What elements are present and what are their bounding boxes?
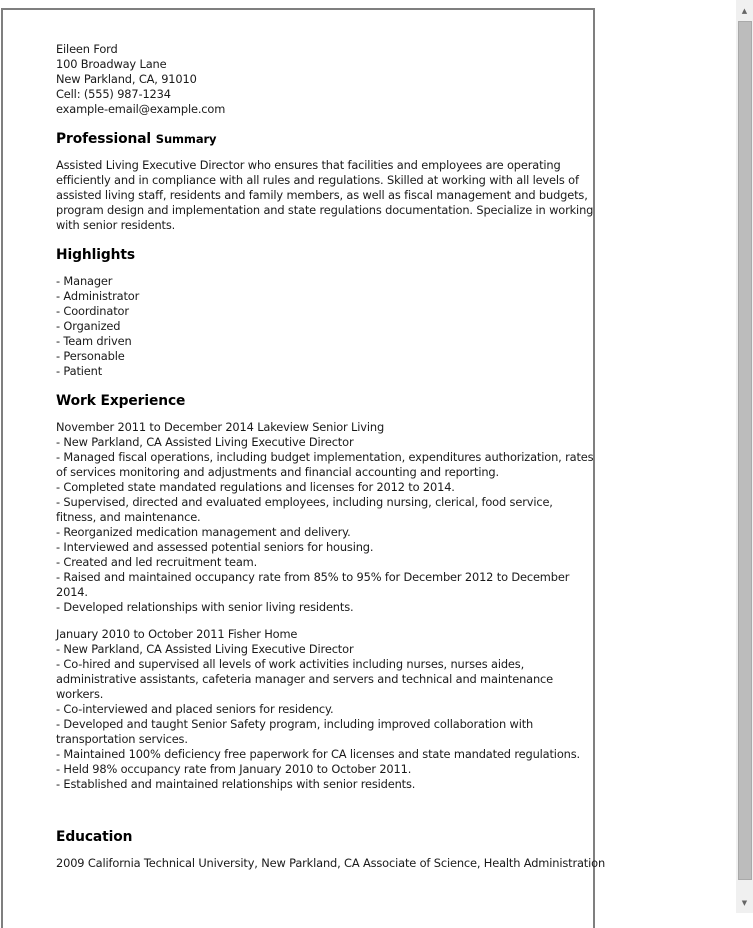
- summary-heading-main: Professional: [56, 131, 152, 147]
- job-line: - Raised and maintained occupancy rate from 85% to 95% for December 2012 to December 2014.: [56, 570, 570, 599]
- summary-heading: [56, 130, 596, 148]
- job-header: November 2011 to December 2014 Lakeview Senior Living: [56, 420, 385, 434]
- job-line: - Supervised, directed and evaluated employees, including nursing, clerical, food service, fitness, and maintenance.: [56, 495, 553, 524]
- vertical-scrollbar[interactable]: [736, 0, 753, 913]
- experience-body: [56, 420, 596, 792]
- scrollbar-thumb[interactable]: [738, 21, 752, 880]
- summary-section: [56, 130, 596, 233]
- job-line: - Developed relationships with senior living residents.: [56, 600, 354, 614]
- job-line: - Managed fiscal operations, including budget implementation, expenditures authorization, rates of services monitoring and adjustments and financial accounting and reporting.: [56, 450, 594, 479]
- summary-text: Assisted Living Executive Director who ensures that facilities and employees are operating efficiently and in compliance with all rules and regulations. Skilled at working with all levels of assisted living staff, residents and family members, as well as fiscal management and budgets, program design and implementation and state regulations documentation. Specialize in working with senior residents.: [56, 158, 594, 232]
- job-entry: [56, 420, 596, 615]
- experience-section: [56, 392, 596, 792]
- contact-address: 100 Broadway Lane: [56, 57, 167, 71]
- scroll-down-arrow-icon[interactable]: ▼: [741, 898, 748, 907]
- job-line: - Completed state mandated regulations and licenses for 2012 to 2014.: [56, 480, 455, 494]
- resume-content: [56, 42, 606, 871]
- highlight-item: - Administrator: [56, 289, 140, 303]
- highlight-item: - Organized: [56, 319, 121, 333]
- education-section: [56, 828, 606, 871]
- job-line: - Co-hired and supervised all levels of work activities including nurses, nurses aides, administrative assistants, cafeteria manager and servers and technical and maintenance workers.: [56, 657, 554, 701]
- job-entry: [56, 627, 596, 792]
- experience-heading: Work Experience: [56, 393, 186, 409]
- summary-heading-small: Summary: [155, 132, 217, 146]
- job-line: - Reorganized medication management and delivery.: [56, 525, 351, 539]
- job-line: - Established and maintained relationships with senior residents.: [56, 777, 416, 791]
- job-line: - Interviewed and assessed potential seniors for housing.: [56, 540, 374, 554]
- highlight-item: - Personable: [56, 349, 125, 363]
- contact-phone: Cell: (555) 987-1234: [56, 87, 171, 101]
- education-text: 2009 California Technical University, New Parkland, CA Associate of Science, Health Administration: [56, 856, 606, 870]
- job-line: - Held 98% occupancy rate from January 2010 to October 2011.: [56, 762, 412, 776]
- highlight-item: - Team driven: [56, 334, 132, 348]
- job-header: January 2010 to October 2011 Fisher Home: [56, 627, 298, 641]
- job-line: - Developed and taught Senior Safety program, including improved collaboration with transportation services.: [56, 717, 534, 746]
- highlight-item: - Manager: [56, 274, 113, 288]
- contact-name: Eileen Ford: [56, 42, 118, 56]
- contact-city: New Parkland, CA, 91010: [56, 72, 197, 86]
- job-line: - Co-interviewed and placed seniors for residency.: [56, 702, 334, 716]
- highlight-item: - Patient: [56, 364, 103, 378]
- contact-email: example-email@example.com: [56, 102, 226, 116]
- job-line: - Created and led recruitment team.: [56, 555, 258, 569]
- highlights-heading: Highlights: [56, 247, 135, 263]
- highlight-item: - Coordinator: [56, 304, 129, 318]
- contact-block: [56, 42, 596, 117]
- highlights-list: [56, 274, 596, 379]
- job-line: - Maintained 100% deficiency free paperwork for CA licenses and state mandated regulations.: [56, 747, 580, 761]
- education-heading: Education: [56, 829, 133, 845]
- highlights-section: [56, 246, 596, 379]
- job-line: - New Parkland, CA Assisted Living Executive Director: [56, 435, 354, 449]
- scroll-up-arrow-icon[interactable]: ▲: [741, 6, 748, 15]
- job-line: - New Parkland, CA Assisted Living Executive Director: [56, 642, 354, 656]
